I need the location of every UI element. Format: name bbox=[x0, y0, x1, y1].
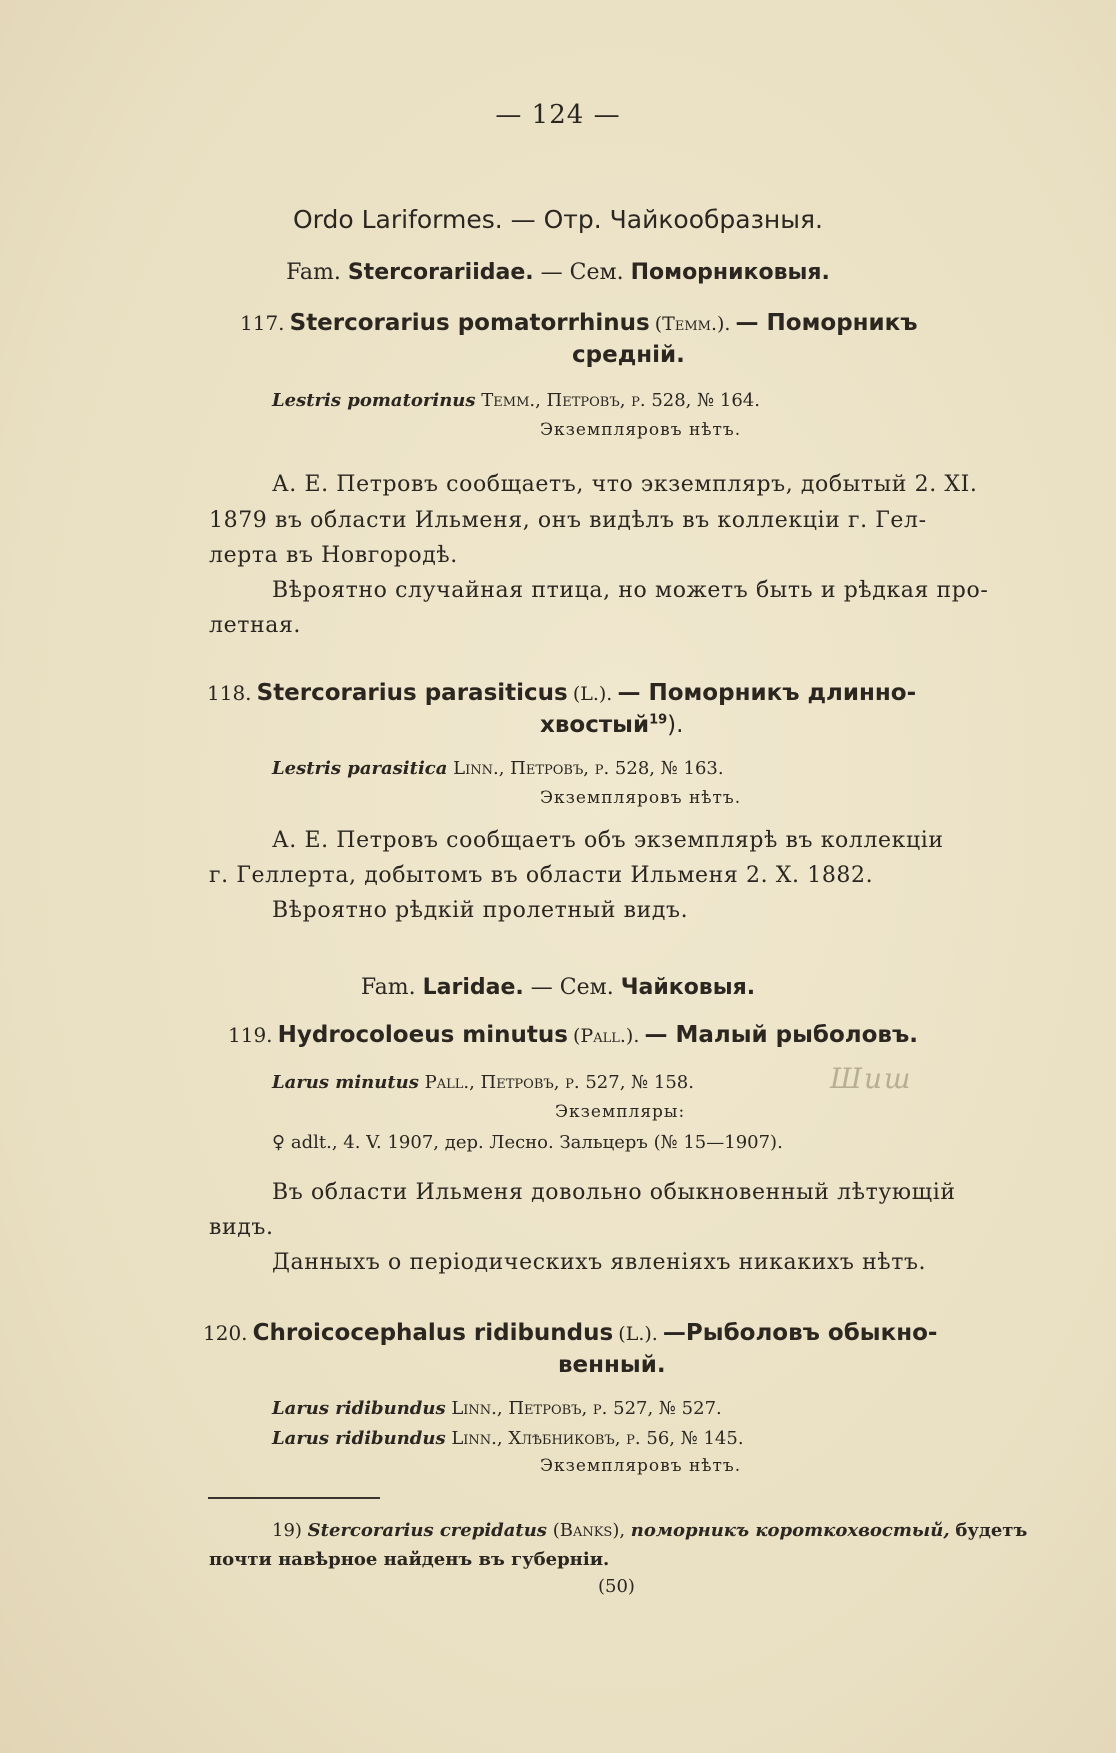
specimens-note: Экземпляры: bbox=[555, 1102, 686, 1122]
footnote-line: почти навѣрное найденъ въ губерніи. bbox=[209, 1549, 610, 1570]
order-heading: Ordo Lariformes. — Отр. Чайкообразныя. bbox=[292, 205, 823, 234]
text-line: А. Е. Петровъ сообщаетъ объ экземплярѣ въ коллекціи bbox=[272, 828, 944, 853]
family-heading: Fam. Stercorariidae. — Сем. Поморниковыя. bbox=[286, 260, 830, 285]
signature-mark: (50) bbox=[598, 1576, 635, 1597]
family-heading: Fam. Laridae. — Сем. Чайковыя. bbox=[360, 975, 756, 1000]
handwritten-annotation: Шиш bbox=[830, 1062, 913, 1095]
text-line: Данныхъ о періодическихъ явленіяхъ никакихъ нѣтъ. bbox=[272, 1250, 927, 1275]
text-line: А. Е. Петровъ сообщаетъ, что экземпляръ, добытый 2. XI. bbox=[272, 472, 978, 497]
page-number: — 124 — bbox=[495, 100, 621, 130]
species-heading: 120. Chroicocephalus ridibundus (L.). —Рыболовъ обыкно- bbox=[203, 1320, 938, 1346]
species-ru-name-cont: венный. bbox=[558, 1352, 666, 1378]
specimens-note: Экземпляровъ нѣтъ. bbox=[540, 1456, 742, 1476]
synonym: Larus minutus Pall., Петровъ, р. 527, № 158. bbox=[272, 1072, 694, 1093]
species-ru-name-cont: средній. bbox=[572, 342, 685, 368]
synonym: Larus ridibundus Linn., Хлѣбниковъ, р. 56, № 145. bbox=[272, 1428, 744, 1449]
synonym: Lestris pomatorinus Темм., Петровъ, р. 528, № 164. bbox=[272, 390, 760, 411]
specimens-note: Экземпляровъ нѣтъ. bbox=[540, 788, 742, 808]
text-line: Въ области Ильменя довольно обыкновенный лѣтующій bbox=[272, 1180, 956, 1205]
text-line: Вѣроятно случайная птица, но можетъ быть и рѣдкая про- bbox=[272, 578, 989, 603]
text-line: Вѣроятно рѣдкій пролетный видъ. bbox=[272, 898, 689, 923]
species-ru-name-cont: хвостый$^{19}$). bbox=[540, 712, 684, 738]
species-heading: 118. Stercorarius parasiticus (L.). — Поморникъ длинно- bbox=[207, 680, 917, 706]
text-line: лерта въ Новгородѣ. bbox=[209, 543, 458, 568]
species-heading: 117. Stercorarius pomatorrhinus (Темм.). — Поморникъ bbox=[240, 310, 918, 336]
text-line: 1879 въ области Ильменя, онъ видѣлъ въ коллекціи г. Гел- bbox=[209, 508, 927, 533]
synonym: Lestris parasitica Linn., Петровъ, р. 528, № 163. bbox=[272, 758, 724, 779]
text-line: летная. bbox=[209, 613, 302, 638]
specimen-detail: ♀ adlt., 4. V. 1907, дер. Лесно. Зальцеръ (№ 15—1907). bbox=[272, 1132, 783, 1153]
species-heading: 119. Hydrocoloeus minutus (Pall.). — Малый рыболовъ. bbox=[228, 1022, 918, 1048]
footnote-rule bbox=[208, 1497, 380, 1499]
synonym: Larus ridibundus Linn., Петровъ, р. 527, № 527. bbox=[272, 1398, 722, 1419]
specimens-note: Экземпляровъ нѣтъ. bbox=[540, 420, 742, 440]
footnote-line: 19) Stercorarius crepidatus (Banks), поморникъ короткохвостый, будетъ bbox=[272, 1520, 1028, 1541]
text-line: г. Геллерта, добытомъ въ области Ильменя 2. X. 1882. bbox=[209, 863, 874, 888]
text-line: видъ. bbox=[209, 1215, 274, 1240]
